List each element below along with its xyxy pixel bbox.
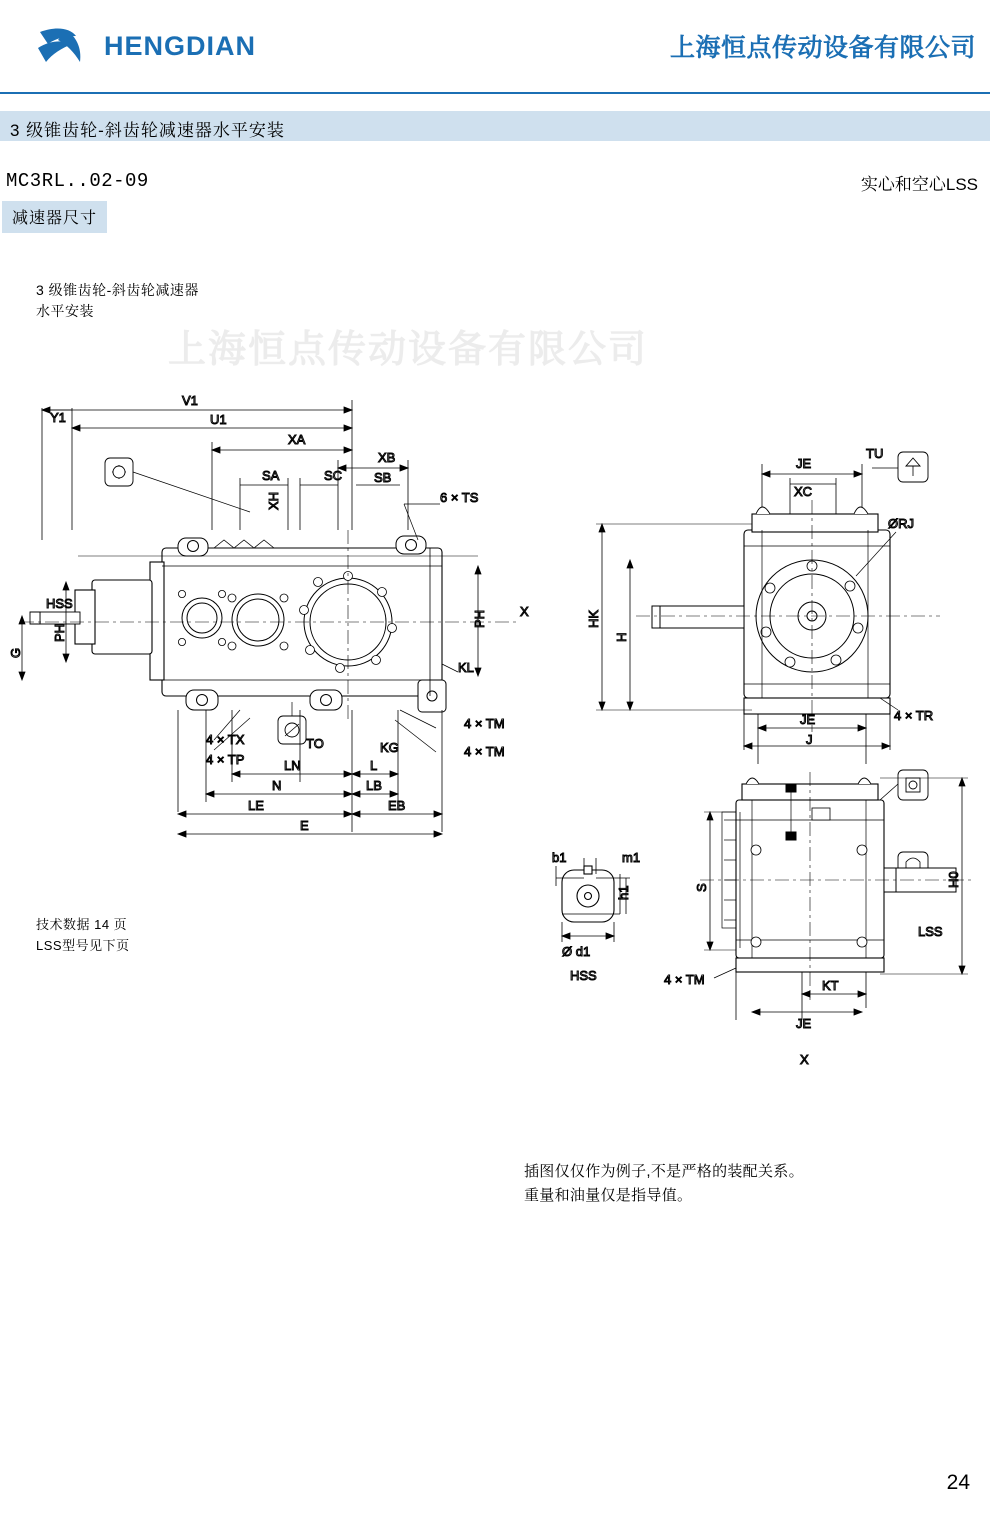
dim-b1: b1 bbox=[552, 850, 567, 865]
callout-4xTM-bottom: 4 × TM bbox=[664, 972, 705, 987]
dim-J: J bbox=[806, 732, 813, 747]
dim-PH-right: PH bbox=[472, 609, 487, 628]
shaft-detail-hss bbox=[552, 850, 640, 983]
figure-caption-line1: 3 级锥齿轮-斜齿轮减速器 bbox=[36, 282, 199, 298]
brand bbox=[36, 22, 256, 70]
dim-E: E bbox=[300, 818, 309, 833]
dim-d1: Ø d1 bbox=[562, 944, 591, 959]
callout-6xTS: 6 × TS bbox=[440, 490, 479, 505]
dim-JE-bottom: JE bbox=[800, 712, 816, 727]
dim-LE: LE bbox=[248, 798, 264, 813]
fan-logo-icon bbox=[36, 22, 90, 70]
dim-N: N bbox=[272, 778, 282, 793]
page-header bbox=[0, 0, 990, 92]
figure-caption-line2: 水平安装 bbox=[36, 303, 94, 319]
section-X-front: X bbox=[520, 604, 529, 619]
dim-KL: KL bbox=[458, 660, 474, 675]
section-X-bottom: X bbox=[800, 1052, 809, 1067]
technical-drawing bbox=[0, 380, 990, 1080]
dim-PH-left: PH bbox=[52, 623, 67, 642]
dim-m1: m1 bbox=[622, 850, 641, 865]
dim-KG: KG bbox=[380, 740, 399, 755]
dim-L: L bbox=[370, 758, 378, 773]
dim-JE-bottom2: JE bbox=[796, 1016, 812, 1031]
dim-XH: XH bbox=[266, 491, 281, 510]
page-number: 24 bbox=[946, 1471, 970, 1494]
bottom-view-right bbox=[664, 770, 972, 1067]
dim-U1: U1 bbox=[210, 412, 227, 427]
section-title: 3 级锥齿轮-斜齿轮减速器水平安装 bbox=[10, 121, 285, 140]
callout-4xTX: 4 × TX bbox=[206, 732, 245, 747]
dim-JE-top: JE bbox=[796, 456, 812, 471]
subsection-chip: 减速器尺寸 bbox=[2, 201, 107, 233]
model-code: MC3RL..02-09 bbox=[6, 170, 149, 192]
dim-XB: XB bbox=[378, 450, 396, 465]
callout-4xTM-b: 4 × TM bbox=[464, 744, 505, 759]
figure-caption bbox=[36, 280, 199, 322]
bottom-note bbox=[524, 1160, 804, 1208]
callout-4xTR: 4 × TR bbox=[894, 708, 934, 723]
callout-TO: TO bbox=[306, 736, 324, 751]
dim-H0: H0 bbox=[946, 871, 961, 888]
front-view bbox=[8, 393, 529, 837]
model-variant-label: 实心和空心LSS bbox=[860, 175, 978, 194]
dim-V1: V1 bbox=[182, 393, 198, 408]
callout-4xTP: 4 × TP bbox=[206, 752, 245, 767]
dim-HK: HK bbox=[586, 609, 601, 628]
dim-H: H bbox=[614, 632, 629, 642]
left-note-line1: 技术数据 14 页 bbox=[36, 917, 128, 932]
dim-ORJ: ØRJ bbox=[888, 516, 914, 531]
label-HSS-detail: HSS bbox=[570, 968, 597, 983]
dim-Y1: Y1 bbox=[50, 410, 66, 425]
dim-XA: XA bbox=[288, 432, 306, 447]
left-note bbox=[36, 915, 130, 957]
left-note-line2: LSS型号见下页 bbox=[36, 937, 130, 953]
dim-SA: SA bbox=[262, 468, 280, 483]
dim-EB: EB bbox=[388, 798, 406, 813]
dim-KT: KT bbox=[822, 978, 839, 993]
label-HSS-front: HSS bbox=[46, 596, 73, 611]
label-LSS: LSS bbox=[918, 924, 943, 939]
dim-G: G bbox=[8, 647, 23, 658]
side-view-right bbox=[586, 446, 940, 764]
bottom-note-line1: 插图仅仅作为例子,不是严格的装配关系。 bbox=[524, 1163, 804, 1180]
callout-TU: TU bbox=[866, 446, 884, 461]
dim-SB: SB bbox=[374, 470, 392, 485]
dim-LB: LB bbox=[366, 778, 382, 793]
header-rule bbox=[0, 92, 990, 94]
watermark-text: 上海恒点传动设备有限公司 bbox=[168, 329, 649, 371]
dim-LN: LN bbox=[284, 758, 301, 773]
brand-name: HENGDIAN bbox=[104, 30, 257, 61]
bottom-note-line2: 重量和油量仅是指导值。 bbox=[524, 1187, 693, 1204]
callout-4xTM-a: 4 × TM bbox=[464, 716, 505, 731]
company-name-cn: 上海恒点传动设备有限公司 bbox=[669, 34, 976, 62]
dim-XC: XC bbox=[794, 484, 813, 499]
dim-S: S bbox=[694, 883, 709, 892]
dim-h1: h1 bbox=[616, 885, 631, 900]
dim-SC: SC bbox=[324, 468, 343, 483]
